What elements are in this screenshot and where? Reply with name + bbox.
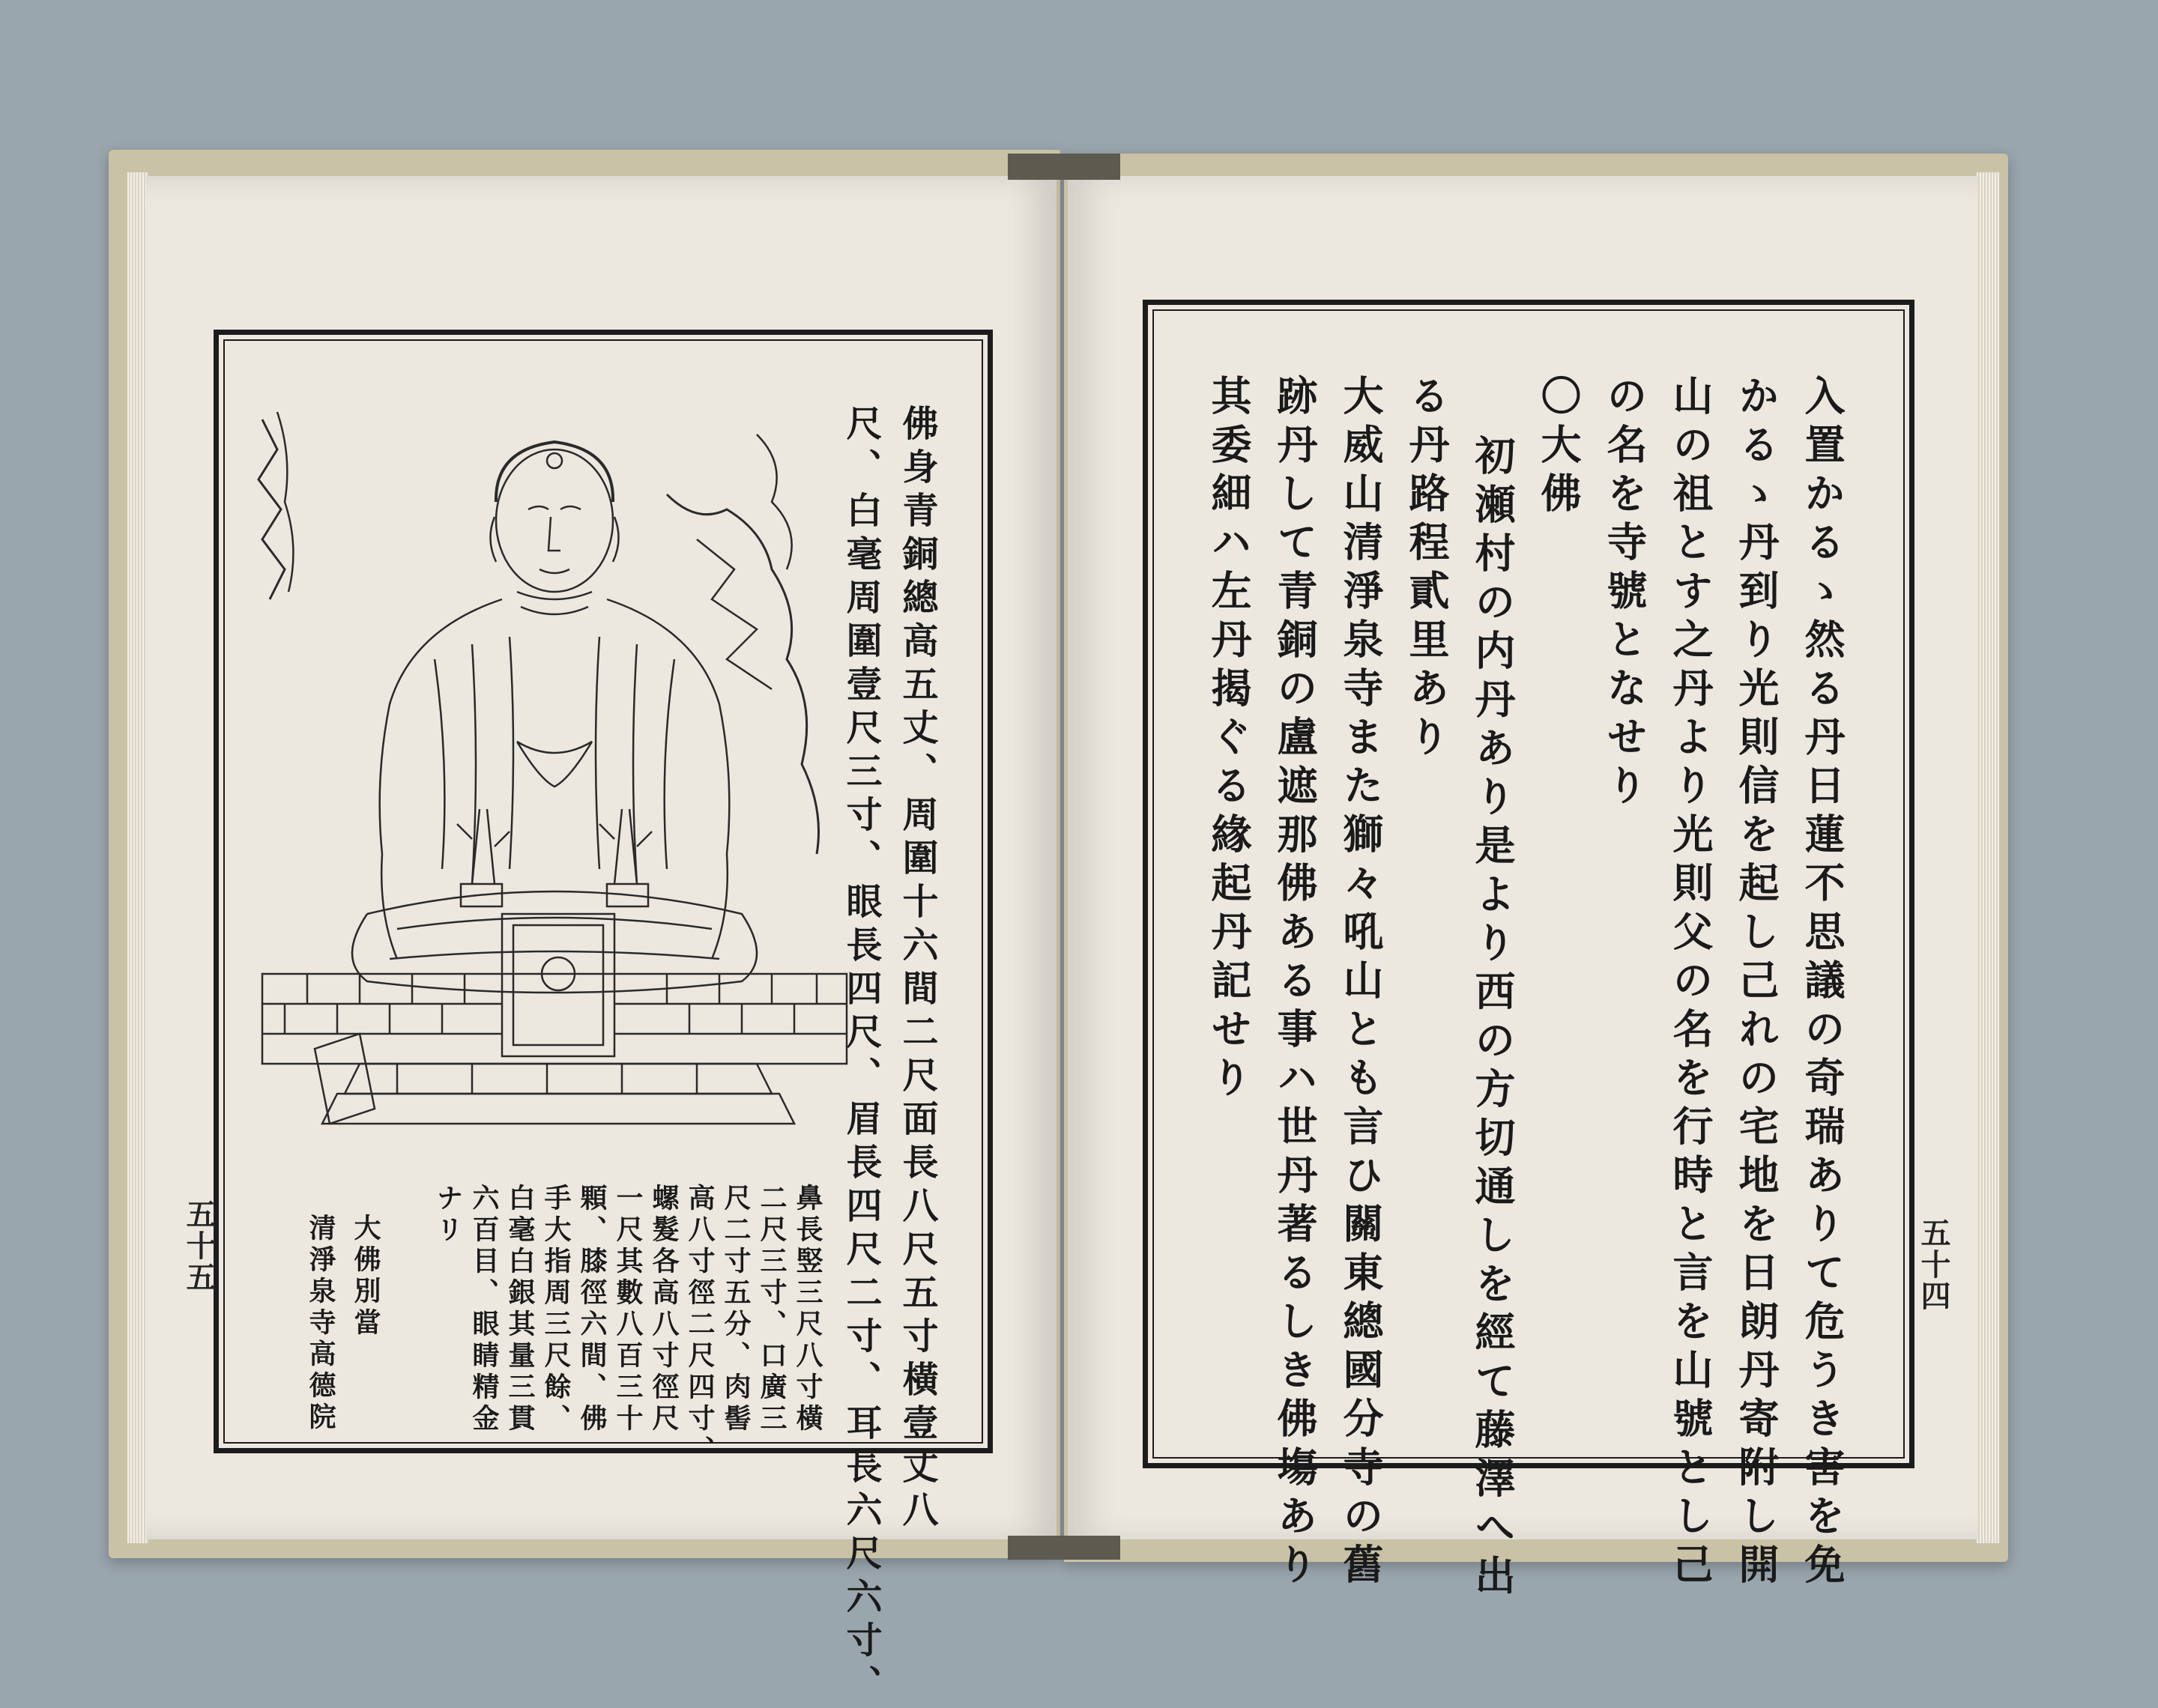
text-column: る丹路程貳里あり <box>1403 375 1451 764</box>
page-edges-right <box>1977 172 1999 1543</box>
section-heading: 〇大佛 <box>1535 375 1583 521</box>
text-column: 初瀬村の内丹あり是より西の方切通しを經て藤澤へ出 <box>1469 434 1517 1603</box>
text-column: 尺、白毫周圍壹尺三寸、眼長四尺、眉長四尺二寸、耳長六尺六寸、 <box>840 405 882 1708</box>
detail-column: 鼻長竪三尺八寸橫 <box>792 1184 823 1435</box>
page-edges-left <box>127 172 148 1543</box>
spine-top <box>1008 154 1120 180</box>
detail-column: 六百目、眼睛精金 <box>468 1184 500 1435</box>
text-column: 大威山清淨泉寺また獅々吼山とも言ひ關東總國分寺の舊 <box>1337 375 1385 1592</box>
text-column: 跡丹して青銅の盧遮那佛ある事ハ世丹著るしき佛塲あり <box>1271 375 1319 1592</box>
text-column: の名を寺號となせり <box>1601 375 1648 813</box>
great-buddha-illustration <box>247 390 862 1139</box>
detail-column: 白毫白銀其量三貫 <box>504 1184 536 1435</box>
text-column: 山の祖とす之丹より光則父の名を行時と言を山號とし己 <box>1666 375 1714 1592</box>
detail-column: 手大指周三尺餘、 <box>540 1184 572 1435</box>
detail-column: 高八寸徑二尺四寸、 <box>684 1184 716 1467</box>
detail-column: 顆、膝徑六間、佛 <box>576 1184 608 1435</box>
text-column: 入置かるゝ然る丹日蓮不思議の奇瑞ありて危うき害を免 <box>1798 375 1846 1592</box>
detail-column: 尺二寸五分、肉髻 <box>720 1184 752 1435</box>
detail-column: ナリ <box>432 1184 464 1247</box>
detail-column: 二尺三寸、口廣三 <box>756 1184 788 1435</box>
text-column: かるゝ丹到り光則信を起し己れの宅地を日朗丹寄附し開 <box>1732 375 1780 1592</box>
detail-column: 螺髮各高八寸徑尺 <box>648 1184 680 1435</box>
attribution: 清淨泉寺高德院 <box>305 1214 336 1434</box>
text-column: 佛身青銅總高五丈、周圍十六間二尺面長八尺五寸橫壹丈八 <box>896 405 938 1534</box>
detail-column: 一尺其數八百三十 <box>612 1184 644 1435</box>
page-number-right: 五十四 <box>1916 1217 1951 1312</box>
spine-bottom <box>1008 1536 1120 1560</box>
attribution: 大佛別當 <box>350 1214 381 1339</box>
page-number-left: 五十五 <box>181 1199 217 1293</box>
text-column: 其委細ハ左丹揭ぐる緣起丹記せり <box>1205 375 1253 1105</box>
